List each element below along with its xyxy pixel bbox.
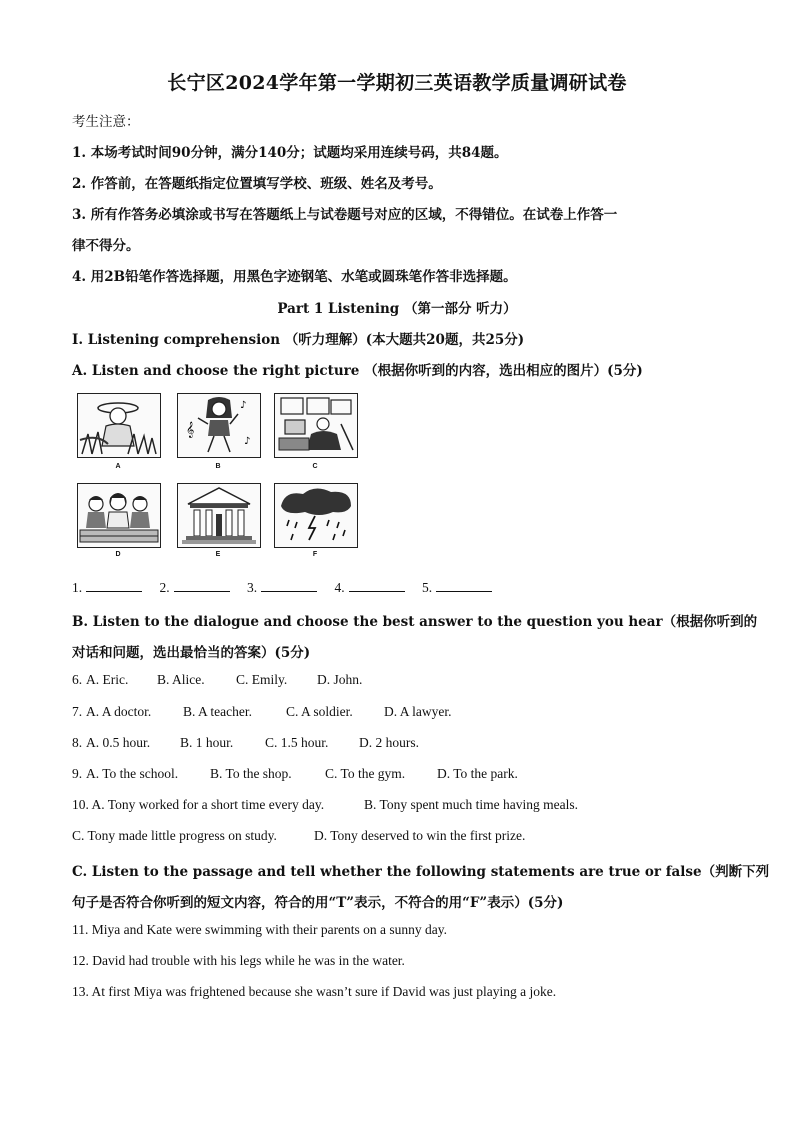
question-10-option-a: 10. A. Tony worked for a short time every day. [72, 797, 325, 812]
section-a-heading: A. Listen and choose the right picture （根据你听到的内容，选出相应的图片）(5分) [72, 363, 643, 379]
question-7-option-c: C. A soldier. [286, 704, 353, 719]
answer-blanks-row [72, 578, 506, 596]
girl-dancing-music-picture [177, 393, 261, 458]
question-7-number: 7. [72, 704, 83, 719]
picture-label-c: C [312, 463, 318, 470]
statement-11: 11. Miya and Kate were swimming with their parents on a sunny day. [72, 922, 448, 937]
question-8-option-d: D. 2 hours. [359, 735, 419, 750]
blank-label-4: 4. [334, 580, 345, 595]
answer-blank-3[interactable] [261, 578, 317, 592]
notice-item-3: 3. 所有作答务必填涂或书写在答题纸上与试卷题号对应的区域，不得错位。在试卷上作答一 [72, 207, 618, 223]
question-6-option-c: C. Emily. [236, 672, 288, 687]
blank-label-3: 3. [247, 580, 258, 595]
answer-blank-2[interactable] [174, 578, 230, 592]
question-8-number: 8. [72, 735, 83, 750]
question-10-option-b: B. Tony spent much time having meals. [364, 797, 579, 812]
notice-heading: 考生注意： [72, 114, 140, 130]
picture-label-a: A [115, 463, 121, 470]
picture-label-d: D [115, 551, 121, 558]
exam-title: 长宁区2024学年第一学期初三英语教学质量调研试卷 [167, 72, 627, 94]
question-6-option-b: B. Alice. [157, 672, 205, 687]
question-9-option-d: D. To the park. [437, 766, 518, 781]
section-b-heading: B. Listen to the dialogue and choose the best answer to the question you hear（根据你听到的 [72, 614, 758, 630]
answer-blank-1[interactable] [86, 578, 142, 592]
storm-cloud-picture [274, 483, 358, 548]
question-7-option-b: B. A teacher. [183, 704, 252, 719]
section-b-heading-cont: 对话和问题，选出最恰当的答案）(5分) [72, 645, 311, 661]
question-9-option-a: A. To the school. [86, 766, 179, 781]
section-c-heading: C. Listen to the passage and tell whether the following statements are true or false（判断下列 [72, 864, 770, 880]
question-8-option-c: C. 1.5 hour. [265, 735, 329, 750]
blank-label-5: 5. [422, 580, 433, 595]
notice-item-3-cont: 律不得分。 [72, 238, 140, 254]
section-1-heading: I. Listening comprehension （听力理解）(本大题共20题，共25分) [72, 332, 525, 348]
svg-text:♪: ♪ [244, 436, 251, 447]
statement-13: 13. At first Miya was frightened because she wasn’t sure if David was just playing a joke. [72, 984, 557, 999]
question-9-option-c: C. To the gym. [325, 766, 406, 781]
question-6-option-d: D. John. [317, 672, 363, 687]
picture-label-b: B [215, 463, 221, 470]
picture-label-f: F [312, 551, 318, 558]
question-8-option-b: B. 1 hour. [180, 735, 234, 750]
picture-label-e: E [215, 551, 221, 558]
question-7-option-a: A. A doctor. [86, 704, 152, 719]
part1-heading: Part 1 Listening （第一部分 听力） [277, 301, 517, 317]
answer-blank-4[interactable] [349, 578, 405, 592]
question-9-number: 9. [72, 766, 83, 781]
notice-item-4: 4. 用2B铅笔作答选择题，用黑色字迹钢笔、水笔或圆珠笔作答非选择题。 [72, 269, 517, 285]
section-c-heading-cont: 句子是否符合你听到的短文内容，符合的用“T”表示，不符合的用“F”表示）(5分) [72, 895, 564, 911]
notice-item-2: 2. 作答前，在答题纸指定位置填写学校、班级、姓名及考号。 [72, 176, 442, 192]
question-6-number: 6. [72, 672, 83, 687]
question-10-option-d: D. Tony deserved to win the first prize. [314, 828, 526, 843]
blank-label-2: 2. [159, 580, 170, 595]
svg-text:♪: ♪ [240, 400, 247, 411]
question-8-option-a: A. 0.5 hour. [86, 735, 151, 750]
question-7-option-d: D. A lawyer. [384, 704, 452, 719]
students-in-class-picture [77, 483, 161, 548]
building-picture [177, 483, 261, 548]
answer-blank-5[interactable] [436, 578, 492, 592]
farmer-in-field-picture [77, 393, 161, 458]
statement-12: 12. David had trouble with his legs while he was in the water. [72, 953, 405, 968]
notice-item-1: 1. 本场考试时间90分钟，满分140分；试题均采用连续号码，共84题。 [72, 145, 508, 161]
blank-label-1: 1. [72, 580, 83, 595]
computer-workers-picture [274, 393, 358, 458]
question-6-option-a: A. Eric. [86, 672, 129, 687]
question-9-option-b: B. To the shop. [210, 766, 292, 781]
question-10-option-c: C. Tony made little progress on study. [72, 828, 277, 843]
svg-text:𝄞: 𝄞 [186, 422, 195, 438]
